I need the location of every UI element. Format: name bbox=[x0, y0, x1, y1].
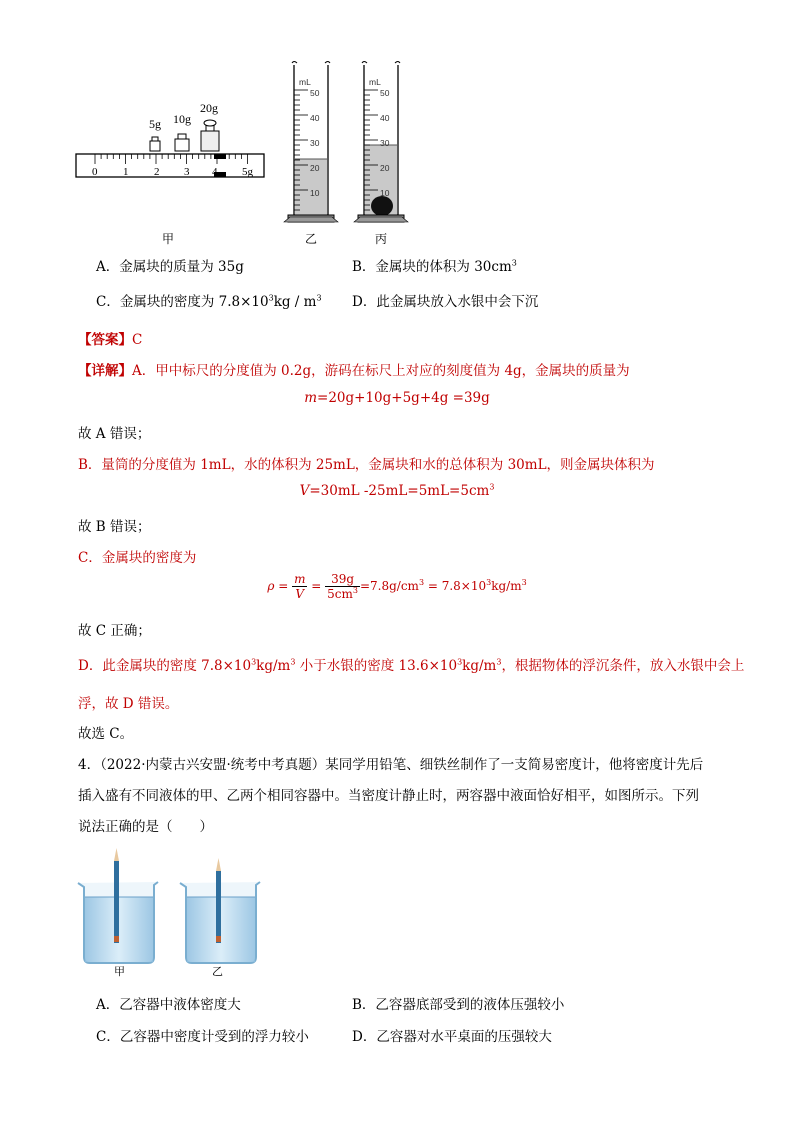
detail-label: 【详解】 bbox=[78, 363, 132, 379]
beaker-label-jia: 甲 bbox=[114, 965, 125, 978]
cylinder-yi-tick-30: 30 bbox=[310, 138, 320, 148]
figure-label-jia: 甲 bbox=[162, 232, 175, 246]
q3-option-b: B．金属块的体积为 $30cm^3$ bbox=[352, 258, 517, 275]
scale-tick-3: 3 bbox=[184, 166, 190, 178]
fraction-m-over-v bbox=[292, 572, 307, 601]
equation-c-result3: kg/m bbox=[491, 579, 522, 593]
q3-option-c-text: C．金属块的密度为 7.8×10 bbox=[96, 294, 269, 310]
cylinder-bing-unit: mL bbox=[369, 77, 381, 87]
metal-block bbox=[371, 196, 393, 216]
detail-d-b: kg/m bbox=[256, 658, 291, 674]
frac-5cm3-text: 5cm bbox=[327, 587, 353, 601]
cylinder-bing-tick-50: 50 bbox=[380, 88, 390, 98]
cylinder-bing-tick-20: 20 bbox=[380, 163, 390, 173]
weight-label-5g: 5g bbox=[149, 117, 161, 131]
weight-label-20g: 20g bbox=[200, 101, 218, 115]
detail-a-text: A．甲中标尺的分度值为 0.2g，游码在标尺上对应的刻度值为 4g，金属块的质量为 bbox=[132, 363, 630, 379]
conclusion-c: 故 C 正确； bbox=[78, 623, 151, 639]
frac-5cm3: $5cm^3$ bbox=[327, 586, 358, 601]
cylinder-yi-unit: mL bbox=[299, 77, 311, 87]
cylinder-yi-tick-20: 20 bbox=[310, 163, 320, 173]
equation-a-var: m bbox=[304, 390, 318, 406]
cylinder-yi-tick-10: 10 bbox=[310, 188, 320, 198]
hydrometer-yi bbox=[216, 858, 221, 943]
q4-option-d: D．乙容器对水平桌面的压强较大 bbox=[352, 1029, 552, 1045]
detail-line-d: D．此金属块的密度 $7.8\times 10^3kg/m^3$ 小于水银的密度 $13.6\times 10^3kg/m^3$，根据物体的浮沉条件，放入水银中会上 bbox=[78, 657, 745, 674]
q3-option-d: D．此金属块放入水银中会下沉 bbox=[352, 294, 539, 310]
weight-10g bbox=[175, 134, 189, 151]
answer-label: 【答案】 bbox=[78, 332, 132, 348]
figure-beakers-hydrometers bbox=[74, 845, 264, 980]
scale-tick-4: 4 bbox=[212, 166, 218, 178]
detail-d-e: ，根据物体的浮沉条件，放入水银中会上 bbox=[501, 658, 745, 674]
final-choice: 故选 C。 bbox=[78, 726, 134, 742]
figure-balance-and-cylinders bbox=[70, 55, 430, 255]
equation-c-eq2: = bbox=[307, 579, 326, 593]
weight-5g bbox=[150, 137, 160, 151]
q4-stem-line-2: 插入盛有不同液体的甲、乙两个相同容器中。当密度计静止时，两容器中液面恰好相平，如图所示。下列 bbox=[78, 788, 699, 804]
q4-option-c: C．乙容器中密度计受到的浮力较小 bbox=[96, 1029, 309, 1045]
figure-label-yi: 乙 bbox=[305, 232, 318, 246]
frac-m: m bbox=[294, 572, 306, 586]
equation-b: V=30mL $-25mL=5mL=5cm^3$ bbox=[299, 482, 495, 499]
frac-39g: 39g bbox=[325, 572, 360, 587]
equation-c-result1: =7.8g/cm bbox=[359, 579, 419, 593]
detail-line-d2: 浮，故 D 错误。 bbox=[78, 696, 179, 712]
q3-option-c-unit: kg / m bbox=[273, 294, 317, 310]
frac-v: V bbox=[295, 587, 305, 601]
detail-d-d: kg/m bbox=[462, 658, 497, 674]
q3-option-b-text: B．金属块的体积为 30cm bbox=[352, 259, 512, 275]
figure-label-bing: 丙 bbox=[375, 232, 388, 246]
cylinder-bing-tick-30: 30 bbox=[380, 138, 390, 148]
equation-c-eq: = bbox=[274, 579, 293, 593]
answer-value: C bbox=[132, 332, 143, 348]
hydrometer-jia bbox=[114, 848, 119, 943]
detail-line-c: C．金属块的密度为 bbox=[78, 550, 197, 566]
q4-stem-line-3: 说法正确的是（ ） bbox=[78, 819, 213, 835]
q4-option-b: B．乙容器底部受到的液体压强较小 bbox=[352, 997, 565, 1013]
equation-b-var: V bbox=[299, 483, 310, 499]
conclusion-b: 故 B 错误； bbox=[78, 519, 151, 535]
detail-line-a bbox=[78, 359, 630, 379]
equation-c: ρ = $\frac{m}{V}$ = $\frac{39g}{5cm^3}$ $=7.8g/cm^3 = 7.8\times 10^3kg/m^3$ bbox=[267, 572, 527, 601]
weight-20g bbox=[201, 120, 219, 151]
q3-option-a: A．金属块的质量为 35g bbox=[96, 259, 244, 275]
equation-a-text: =20g+10g+5g+4g =39g bbox=[317, 390, 490, 406]
cylinder-yi-tick-40: 40 bbox=[310, 113, 320, 123]
detail-d-c: 小于水银的密度 13.6×10 bbox=[295, 658, 458, 674]
cylinder-bing-tick-10: 10 bbox=[380, 188, 390, 198]
fraction-39g-over-5cm3 bbox=[325, 572, 360, 601]
conclusion-a: 故 A 错误； bbox=[78, 426, 151, 442]
q4-option-a: A．乙容器中液体密度大 bbox=[96, 997, 241, 1013]
beaker-label-yi: 乙 bbox=[212, 965, 223, 978]
detail-line-b: B．量筒的分度值为 1mL，水的体积为 25mL，金属块和水的总体积为 30mL，则金属块体积为 bbox=[78, 457, 655, 473]
scale-tick-5g: 5g bbox=[242, 166, 253, 178]
scale-tick-0: 0 bbox=[92, 166, 98, 178]
answer-line bbox=[78, 328, 142, 348]
equation-a bbox=[0, 390, 794, 406]
scale-tick-2: 2 bbox=[154, 166, 160, 178]
cylinder-bing-tick-40: 40 bbox=[380, 113, 390, 123]
balance-scale-ruler bbox=[76, 154, 264, 177]
equation-c-rho: ρ bbox=[267, 579, 275, 593]
equation-c-result2: = 7.8×10 bbox=[424, 579, 487, 593]
cylinder-yi-tick-50: 50 bbox=[310, 88, 320, 98]
q4-stem-line-1: 4．（2022·内蒙古兴安盟·统考中考真题）某同学用铅笔、细铁丝制作了一支简易密度计，他将密度计先后 bbox=[78, 757, 704, 773]
equation-b-text: =30mL -25mL=5mL=5cm bbox=[309, 483, 490, 499]
scale-tick-1: 1 bbox=[123, 166, 129, 178]
weight-label-10g: 10g bbox=[173, 112, 191, 126]
q3-option-c: C．金属块的密度为 $7.8\times 10^3kg / m^3$ bbox=[96, 293, 322, 310]
detail-d-a: D．此金属块的密度 7.8×10 bbox=[78, 658, 252, 674]
